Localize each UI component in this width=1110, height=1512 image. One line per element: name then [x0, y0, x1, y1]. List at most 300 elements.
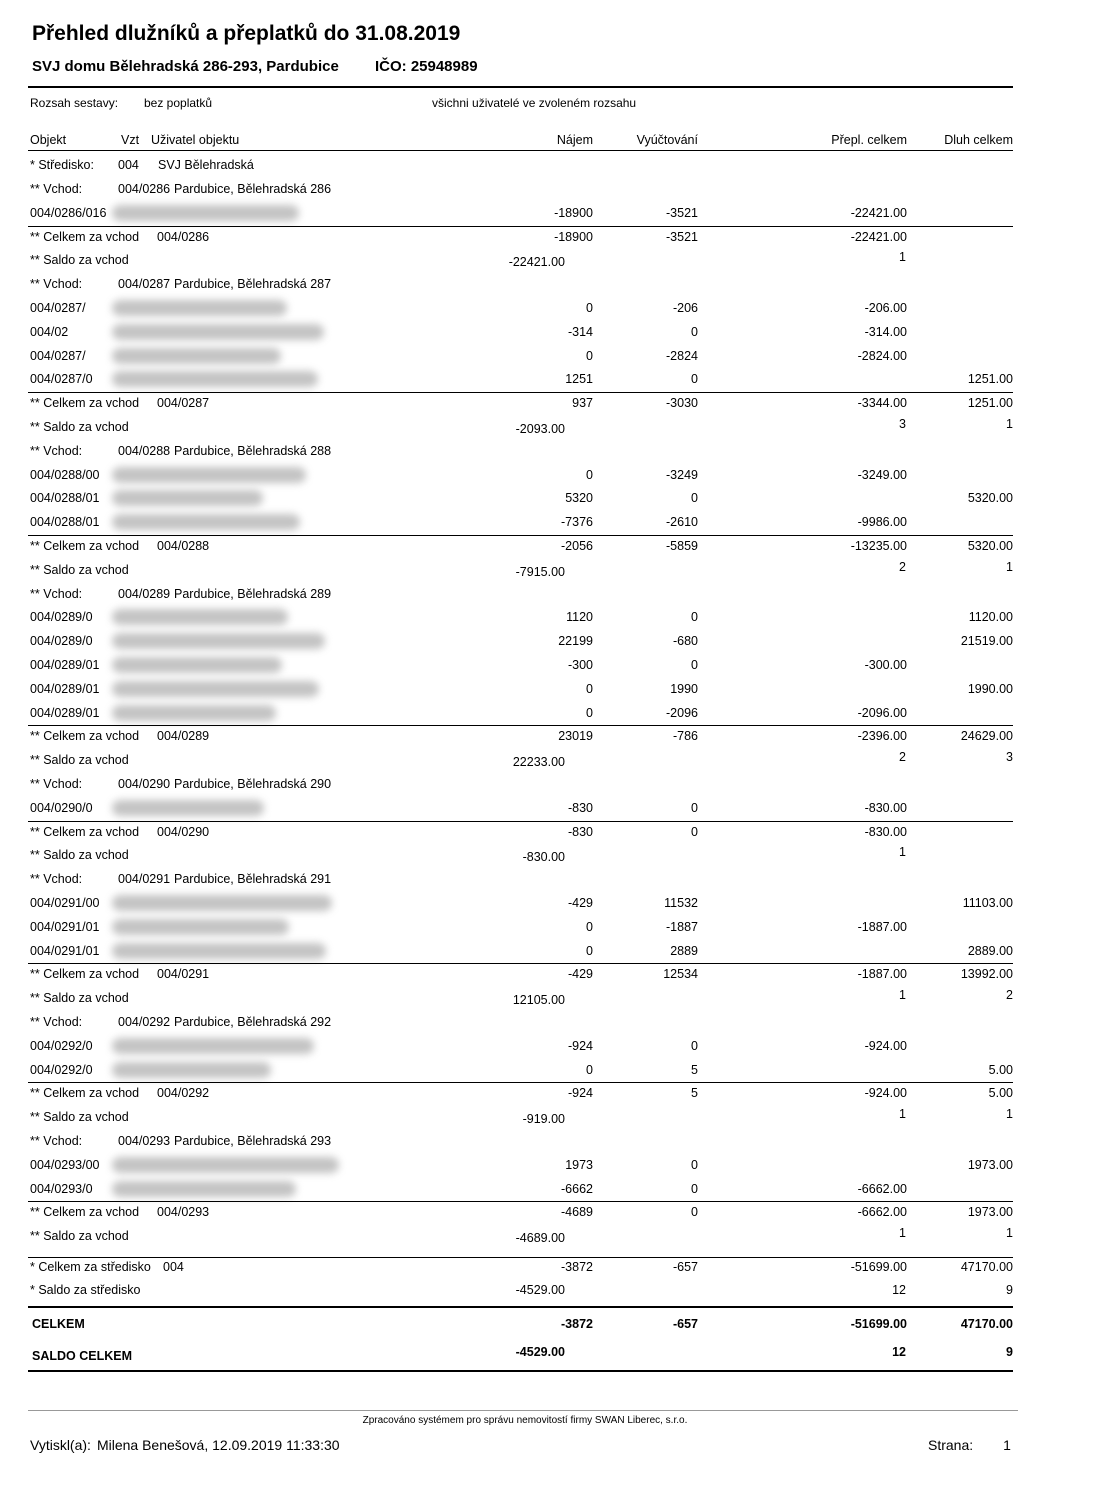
- report-title: Přehled dlužníků a přeplatků do 31.08.2019: [32, 22, 461, 45]
- dluh-count: 3: [1006, 750, 1013, 765]
- vchod-row: [0, 442, 1110, 460]
- preplatek-count: 2: [899, 750, 906, 765]
- vyuctovani-value: -3249: [666, 467, 698, 482]
- vchod-address: Pardubice, Bělehradská 288: [174, 443, 332, 458]
- preplatek-value: -2824.00: [857, 348, 907, 363]
- vyuctovani-value: 0: [691, 491, 698, 506]
- vchod-code: 004/0291: [118, 872, 171, 887]
- dluh-count: 1: [1006, 1226, 1013, 1241]
- preplatek-value: -924.00: [864, 1038, 907, 1053]
- vchod-row: [0, 180, 1110, 198]
- stredisko-saldo-count-dluh: 9: [1006, 1283, 1013, 1297]
- vyuctovani-value: 0: [691, 658, 698, 672]
- najem-value: 0: [586, 467, 593, 482]
- najem-total: -4689: [561, 1205, 593, 1220]
- vyuctovani-value: -2824: [666, 348, 698, 363]
- vchod-total-divider: [28, 821, 1013, 822]
- vyuctovani-total: 0: [691, 1205, 698, 1220]
- vchod-saldo-label: ** Saldo za vchod: [30, 753, 129, 768]
- vchod-total-divider: [28, 1082, 1013, 1083]
- table-row: [0, 1156, 1110, 1174]
- table-row: [0, 894, 1110, 912]
- redacted-user-name: [112, 324, 324, 340]
- vchod-saldo-row: [0, 251, 1110, 269]
- vchod-address: Pardubice, Bělehradská 289: [174, 586, 332, 601]
- header-divider: [28, 86, 1013, 88]
- vchod-row: [0, 775, 1110, 793]
- vchod-saldo-label: ** Saldo za vchod: [30, 991, 129, 1006]
- vchod-total-label: ** Celkem za vchod: [30, 396, 140, 411]
- dluh-count: 1: [1006, 559, 1013, 574]
- vchod-label: ** Vchod:: [30, 1134, 83, 1148]
- stredisko-saldo-value: -4529.00: [515, 1283, 565, 1297]
- vyuctovani-value: -2610: [666, 515, 698, 530]
- vchod-saldo-label: ** Saldo za vchod: [30, 420, 129, 434]
- preplatek-value: -9986.00: [857, 515, 907, 530]
- dluh-total: 5320.00: [967, 539, 1013, 553]
- vchod-address: Pardubice, Bělehradská 287: [174, 277, 332, 292]
- object-id: 004/0288/01: [30, 515, 100, 530]
- vchod-total-label: ** Celkem za vchod: [30, 229, 140, 244]
- table-row: [0, 942, 1110, 960]
- vchod-saldo-label: ** Saldo za vchod: [30, 1229, 129, 1244]
- footer-note: Zpracováno systémem pro správu nemovitostí firmy SWAN Liberec, s.r.o.: [362, 1415, 688, 1426]
- vyuctovani-value: 0: [691, 1181, 698, 1196]
- object-id: 004/02: [30, 324, 69, 339]
- scope-users: všichni uživatelé ve zvoleném rozsahu: [432, 96, 637, 110]
- vchod-total-label: ** Celkem za vchod: [30, 967, 140, 982]
- dluh-value: 1990.00: [967, 681, 1013, 696]
- vchod-total-label: ** Celkem za vchod: [30, 1205, 140, 1220]
- stredisko-code: 004: [118, 158, 139, 172]
- najem-total: 937: [572, 396, 593, 411]
- vchod-saldo-value: 22233.00: [512, 755, 565, 770]
- stredisko-label: * Středisko:: [30, 158, 94, 172]
- vchod-code: 004/0288: [118, 443, 171, 458]
- najem-total: -924: [567, 1086, 593, 1101]
- object-id: 004/0288/01: [30, 491, 100, 506]
- ico-number: IČO: 25948989: [374, 58, 478, 75]
- table-row: [0, 347, 1110, 365]
- preplatek-value: -3249.00: [857, 467, 907, 482]
- najem-value: 1973: [565, 1157, 593, 1172]
- najem-value: -300: [567, 658, 593, 672]
- vyuctovani-total: -5859: [666, 539, 698, 553]
- dluh-value: 2889.00: [967, 943, 1013, 958]
- table-row: [0, 513, 1110, 531]
- stredisko-total-dluh: 47170.00: [960, 1260, 1013, 1274]
- object-id: 004/0287/: [30, 348, 86, 363]
- col-prepl: Přepl. celkem: [831, 133, 907, 147]
- vchod-total-divider: [28, 392, 1013, 393]
- najem-value: 0: [586, 301, 593, 315]
- vyuctovani-total: -3030: [666, 396, 698, 411]
- vchod-total-label: ** Celkem za vchod: [30, 824, 140, 839]
- vchod-address: Pardubice, Bělehradská 291: [174, 872, 332, 887]
- grand-total-dluh: 47170.00: [960, 1317, 1013, 1331]
- table-row: [0, 918, 1110, 936]
- redacted-user-name: [112, 609, 288, 625]
- preplatek-count: 3: [899, 417, 906, 431]
- table-row: [0, 799, 1110, 817]
- vyuctovani-total: 12534: [663, 967, 698, 982]
- printed-by: [30, 1437, 340, 1453]
- object-id: 004/0292/0: [30, 1062, 93, 1077]
- object-id: 004/0288/00: [30, 467, 100, 482]
- table-row: [0, 608, 1110, 626]
- table-row: [0, 656, 1110, 674]
- vchod-code: 004/0289: [118, 586, 171, 601]
- grand-saldo-count-prepl: 12: [892, 1345, 906, 1359]
- scope-row: [0, 94, 1110, 112]
- col-dluh: Dluh celkem: [944, 133, 1013, 147]
- dluh-total: 1251.00: [967, 396, 1013, 411]
- preplatek-value: -300.00: [864, 658, 907, 672]
- najem-value: -830: [567, 800, 593, 815]
- vchod-total-code: 004/0288: [157, 539, 210, 553]
- vchod-total-row: [0, 537, 1110, 555]
- grand-total-label: CELKEM: [32, 1317, 85, 1331]
- vchod-code: 004/0286: [118, 182, 171, 196]
- najem-value: -314: [567, 324, 593, 339]
- object-id: 004/0289/0: [30, 610, 93, 625]
- redacted-user-name: [112, 919, 289, 935]
- table-row: [0, 680, 1110, 698]
- vchod-code: 004/0292: [118, 1015, 171, 1029]
- table-row: [0, 323, 1110, 341]
- preplatek-value: -830.00: [864, 800, 907, 815]
- stredisko-total-prepl: -51699.00: [850, 1260, 907, 1274]
- vyuctovani-value: 0: [691, 610, 698, 625]
- vchod-total-code: 004/0290: [157, 824, 210, 839]
- stredisko-total-row: [0, 1258, 1110, 1276]
- vchod-total-code: 004/0289: [157, 729, 210, 744]
- vchod-saldo-value: 12105.00: [512, 993, 565, 1008]
- redacted-user-name: [112, 633, 325, 649]
- column-header-row: [0, 131, 1110, 149]
- vyuctovani-value: -680: [672, 634, 698, 649]
- stredisko-saldo-label: * Saldo za středisko: [30, 1283, 141, 1297]
- grand-total-prepl: -51699.00: [850, 1317, 907, 1331]
- dluh-count: 1: [1006, 417, 1013, 431]
- vchod-address: Pardubice, Bělehradská 292: [174, 1015, 332, 1029]
- table-row: [0, 1180, 1110, 1198]
- object-id: 004/0291/00: [30, 896, 100, 910]
- grand-total-divider: [28, 1306, 1013, 1308]
- grand-saldo-value: -4529.00: [515, 1345, 565, 1359]
- object-id: 004/0291/01: [30, 943, 100, 958]
- column-header-divider: [28, 150, 1013, 151]
- dluh-value: 21519.00: [960, 634, 1013, 649]
- dluh-value: 1251.00: [967, 372, 1013, 387]
- redacted-user-name: [112, 514, 300, 530]
- page-label: Strana:: [928, 1437, 974, 1453]
- table-row: [0, 299, 1110, 317]
- preplatek-total: -830.00: [864, 824, 907, 839]
- object-id: 004/0289/0: [30, 634, 93, 649]
- preplatek-value: -1887.00: [857, 919, 907, 934]
- vchod-saldo-row: [0, 989, 1110, 1007]
- vchod-total-row: [0, 228, 1110, 246]
- dluh-count: 1: [1006, 1107, 1013, 1122]
- grand-total-bottom-divider: [28, 1370, 1013, 1372]
- vchod-total-divider: [28, 725, 1013, 726]
- vyuctovani-total: -3521: [666, 229, 698, 244]
- redacted-user-name: [112, 490, 263, 506]
- najem-value: 22199: [558, 634, 593, 649]
- najem-total: -18900: [554, 229, 593, 244]
- printed-value: Milena Benešová, 12.09.2019 11:33:30: [96, 1437, 340, 1453]
- object-id: 004/0293/00: [30, 1157, 100, 1172]
- preplatek-value: -22421.00: [850, 205, 907, 220]
- vyuctovani-value: 0: [691, 1157, 698, 1172]
- vchod-total-divider: [28, 963, 1013, 964]
- vchod-address: Pardubice, Bělehradská 293: [174, 1134, 332, 1148]
- preplatek-value: -2096.00: [857, 705, 907, 720]
- vchod-label: ** Vchod:: [30, 443, 83, 458]
- vchod-code: 004/0293: [118, 1134, 171, 1148]
- najem-value: 0: [586, 1062, 593, 1077]
- vchod-saldo-label: ** Saldo za vchod: [30, 562, 129, 577]
- najem-total: -429: [567, 967, 593, 982]
- vchod-total-label: ** Celkem za vchod: [30, 539, 140, 553]
- dluh-value: 1120.00: [968, 610, 1013, 625]
- preplatek-total: -924.00: [864, 1086, 907, 1101]
- najem-value: -7376: [561, 515, 593, 530]
- vyuctovani-total: 5: [691, 1086, 698, 1101]
- vchod-total-label: ** Celkem za vchod: [30, 729, 140, 744]
- col-vzt: Vzt: [121, 133, 140, 147]
- preplatek-total: -6662.00: [857, 1205, 907, 1220]
- vyuctovani-value: 11532: [664, 896, 698, 910]
- printed-label: Vytiskl(a):: [30, 1437, 91, 1453]
- redacted-user-name: [112, 1157, 339, 1173]
- redacted-user-name: [112, 371, 318, 387]
- redacted-user-name: [112, 348, 281, 364]
- vchod-label: ** Vchod:: [30, 586, 83, 601]
- col-objekt: Objekt: [30, 133, 67, 147]
- vchod-address: Pardubice, Bělehradská 286: [174, 182, 332, 196]
- vchod-saldo-label: ** Saldo za vchod: [30, 848, 129, 863]
- vchod-total-code: 004/0293: [157, 1205, 210, 1220]
- stredisko-name: SVJ Bělehradská: [158, 158, 254, 172]
- redacted-user-name: [112, 681, 319, 697]
- redacted-user-name: [112, 943, 326, 959]
- najem-value: 1251: [565, 372, 593, 387]
- najem-value: -18900: [554, 205, 593, 220]
- association-name: SVJ domu Bělehradská 286-293, Pardubice: [32, 58, 339, 75]
- grand-total-najem: -3872: [561, 1317, 593, 1331]
- preplatek-value: -314.00: [864, 324, 907, 339]
- grand-saldo-count-dluh: 9: [1006, 1345, 1013, 1359]
- vchod-saldo-row: [0, 561, 1110, 579]
- vchod-total-row: [0, 727, 1110, 745]
- redacted-user-name: [112, 895, 332, 911]
- dluh-value: 1973.00: [967, 1157, 1013, 1172]
- table-row: [0, 704, 1110, 722]
- vyuctovani-value: 0: [691, 800, 698, 815]
- preplatek-count: 2: [899, 559, 906, 574]
- najem-value: -6662: [561, 1181, 593, 1196]
- vchod-saldo-value: -830.00: [522, 850, 565, 865]
- object-id: 004/0289/01: [30, 658, 100, 672]
- najem-total: -830: [567, 824, 593, 839]
- stredisko-total-code: 004: [163, 1260, 184, 1274]
- najem-value: 1120: [566, 610, 593, 625]
- vyuctovani-value: 0: [691, 372, 698, 387]
- dluh-value: 11103.00: [962, 896, 1013, 910]
- vchod-saldo-row: [0, 418, 1110, 436]
- vchod-saldo-label: ** Saldo za vchod: [30, 1110, 129, 1125]
- vchod-saldo-value: -7915.00: [515, 564, 565, 579]
- vchod-code: 004/0287: [118, 277, 171, 292]
- dluh-total: 1973.00: [967, 1205, 1013, 1220]
- vchod-saldo-row: [0, 1108, 1110, 1126]
- stredisko-total-najem: -3872: [561, 1260, 593, 1274]
- footer-divider: [28, 1410, 1018, 1411]
- vchod-total-row: [0, 1203, 1110, 1221]
- stredisko-row: [0, 156, 1110, 174]
- object-id: 004/0293/0: [30, 1181, 93, 1196]
- vchod-address: Pardubice, Bělehradská 290: [174, 777, 332, 791]
- preplatek-value: -6662.00: [857, 1181, 907, 1196]
- page-value: 1: [1003, 1437, 1011, 1453]
- najem-value: 0: [586, 348, 593, 363]
- vchod-row: [0, 870, 1110, 888]
- vchod-saldo-value: -919.00: [522, 1112, 565, 1127]
- vchod-total-code: 004/0292: [157, 1086, 210, 1101]
- report-subtitle: [32, 58, 478, 75]
- object-id: 004/0287/: [30, 301, 86, 315]
- object-id: 004/0290/0: [30, 800, 93, 815]
- col-uzivatel: Uživatel objektu: [151, 133, 240, 147]
- redacted-user-name: [112, 800, 264, 816]
- preplatek-count: 1: [899, 1226, 906, 1241]
- vchod-label: ** Vchod:: [30, 777, 83, 791]
- vyuctovani-value: 0: [691, 1038, 698, 1053]
- preplatek-total: -2396.00: [857, 729, 907, 744]
- table-row: [0, 466, 1110, 484]
- vchod-total-row: [0, 1084, 1110, 1102]
- vchod-total-code: 004/0291: [157, 967, 210, 982]
- preplatek-value: -206.00: [864, 301, 907, 315]
- vchod-row: [0, 585, 1110, 603]
- grand-saldo-label: SALDO CELKEM: [32, 1349, 132, 1363]
- vyuctovani-value: 2889: [670, 943, 698, 958]
- object-id: 004/0286/016: [30, 205, 107, 220]
- vyuctovani-total: 0: [691, 824, 698, 839]
- vchod-total-row: [0, 965, 1110, 983]
- vchod-row: [0, 275, 1110, 293]
- vyuctovani-value: 1990: [670, 681, 698, 696]
- table-row: [0, 1061, 1110, 1079]
- preplatek-total: -3344.00: [857, 396, 907, 411]
- najem-value: 0: [586, 681, 593, 696]
- stredisko-saldo-count-prepl: 12: [892, 1283, 906, 1297]
- scope-value: bez poplatků: [144, 96, 213, 110]
- vchod-label: ** Vchod:: [30, 182, 83, 196]
- table-row: [0, 489, 1110, 507]
- redacted-user-name: [112, 300, 287, 316]
- vyuctovani-total: -786: [672, 729, 698, 744]
- redacted-user-name: [112, 1062, 271, 1078]
- page-number: [928, 1437, 1011, 1453]
- vchod-total-row: [0, 823, 1110, 841]
- table-row: [0, 370, 1110, 388]
- dluh-value: 5.00: [988, 1062, 1013, 1077]
- vchod-saldo-row: [0, 846, 1110, 864]
- preplatek-count: 1: [899, 250, 906, 265]
- vchod-total-label: ** Celkem za vchod: [30, 1086, 140, 1101]
- object-id: 004/0289/01: [30, 681, 100, 696]
- vchod-total-divider: [28, 226, 1013, 227]
- col-najem: Nájem: [556, 133, 593, 147]
- vyuctovani-value: 5: [691, 1062, 698, 1077]
- vchod-saldo-value: -22421.00: [508, 255, 565, 270]
- redacted-user-name: [112, 1181, 296, 1197]
- preplatek-count: 1: [899, 1107, 906, 1122]
- preplatek-count: 1: [899, 988, 906, 1003]
- najem-total: 23019: [558, 729, 593, 744]
- najem-total: -2056: [561, 539, 593, 553]
- object-id: 004/0289/01: [30, 705, 100, 720]
- dluh-count: 2: [1006, 988, 1013, 1003]
- vyuctovani-value: -206: [672, 301, 698, 315]
- najem-value: -429: [567, 896, 593, 910]
- stredisko-total-label: * Celkem za středisko: [30, 1260, 151, 1274]
- vchod-total-divider: [28, 1201, 1013, 1202]
- vyuctovani-value: -1887: [666, 919, 698, 934]
- grand-saldo-row: [0, 1343, 1110, 1361]
- preplatek-count: 1: [899, 845, 906, 860]
- redacted-user-name: [112, 657, 282, 673]
- table-row: [0, 204, 1110, 222]
- redacted-user-name: [112, 1038, 314, 1054]
- vyuctovani-value: 0: [691, 324, 698, 339]
- vyuctovani-value: -3521: [666, 205, 698, 220]
- vchod-total-code: 004/0286: [157, 229, 210, 244]
- vchod-total-code: 004/0287: [157, 396, 210, 411]
- vchod-saldo-value: -2093.00: [515, 422, 565, 436]
- najem-value: 0: [586, 705, 593, 720]
- object-id: 004/0287/0: [30, 372, 93, 387]
- col-vyuctovani: Vyúčtování: [636, 133, 698, 147]
- najem-value: 5320: [565, 491, 593, 506]
- redacted-user-name: [112, 205, 299, 221]
- vchod-label: ** Vchod:: [30, 1015, 83, 1029]
- vchod-total-row: [0, 394, 1110, 412]
- preplatek-total: -1887.00: [857, 967, 907, 982]
- dluh-total: 5.00: [988, 1086, 1013, 1101]
- najem-value: 0: [586, 919, 593, 934]
- dluh-total: 13992.00: [960, 967, 1013, 982]
- grand-total-vyuct: -657: [672, 1317, 698, 1331]
- table-row: [0, 1037, 1110, 1055]
- vchod-total-divider: [28, 535, 1013, 536]
- vyuctovani-value: -2096: [666, 705, 698, 720]
- najem-value: 0: [586, 943, 593, 958]
- vchod-saldo-value: -4689.00: [515, 1231, 565, 1246]
- vchod-saldo-row: [0, 751, 1110, 769]
- vchod-saldo-label: ** Saldo za vchod: [30, 253, 129, 268]
- vchod-label: ** Vchod:: [30, 277, 83, 292]
- preplatek-total: -22421.00: [850, 229, 907, 244]
- vchod-row: [0, 1132, 1110, 1150]
- table-row: [0, 632, 1110, 650]
- redacted-user-name: [112, 705, 276, 721]
- scope-label: Rozsah sestavy:: [30, 96, 119, 110]
- stredisko-total-vyuct: -657: [672, 1260, 698, 1274]
